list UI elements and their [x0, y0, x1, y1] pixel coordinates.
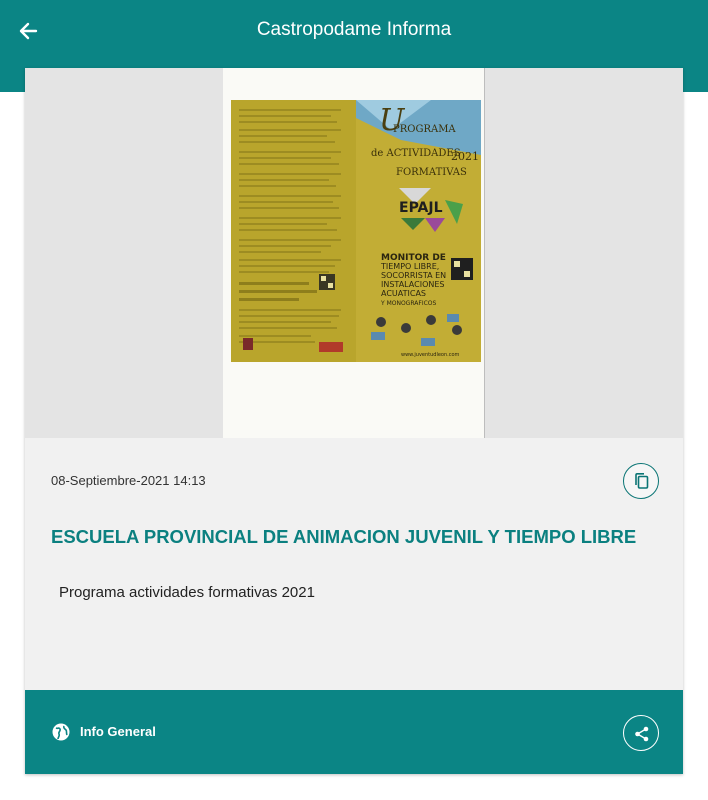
news-card	[25, 68, 683, 774]
poster-subtitle-6: Y MONOGRAFICOS	[381, 300, 437, 307]
poster-sheet	[223, 68, 485, 438]
share-button[interactable]	[623, 715, 659, 751]
poster-title-3: FORMATIVAS	[396, 167, 467, 178]
card-footer	[25, 690, 683, 774]
brochure-image	[231, 100, 481, 362]
poster-subtitle-1: MONITOR DE	[381, 253, 446, 263]
poster-logo: EPAJL	[399, 200, 443, 216]
poster-title-1: PROGRAMA	[393, 124, 456, 135]
svg-text:U: U	[379, 103, 405, 138]
poster-subtitle-5: ACUATICAS	[381, 289, 427, 298]
copy-button[interactable]	[623, 463, 659, 499]
share-icon	[633, 725, 651, 743]
post-title: ESCUELA PROVINCIAL DE ANIMACION JUVENIL Y TIEMPO LIBRE	[51, 526, 637, 547]
post-body: Programa actividades formativas 2021	[59, 584, 315, 601]
poster-title-2: de ACTIVIDADES	[371, 148, 461, 159]
copy-icon	[633, 472, 651, 490]
page-title: Castropodame Informa	[256, 19, 452, 40]
poster-website: www.juventudleon.com	[401, 352, 460, 358]
info-general-label: Info General	[80, 724, 156, 739]
post-image[interactable]	[25, 68, 683, 438]
poster-year: 2021	[451, 150, 479, 163]
globe-icon	[51, 722, 71, 742]
poster-subtitle-4: INSTALACIONES	[381, 280, 445, 289]
poster-subtitle-3: SOCORRISTA EN	[381, 271, 447, 280]
poster-subtitle-2: TIEMPO LIBRE,	[381, 262, 440, 271]
post-date: 08-Septiembre-2021 14:13	[51, 473, 206, 488]
